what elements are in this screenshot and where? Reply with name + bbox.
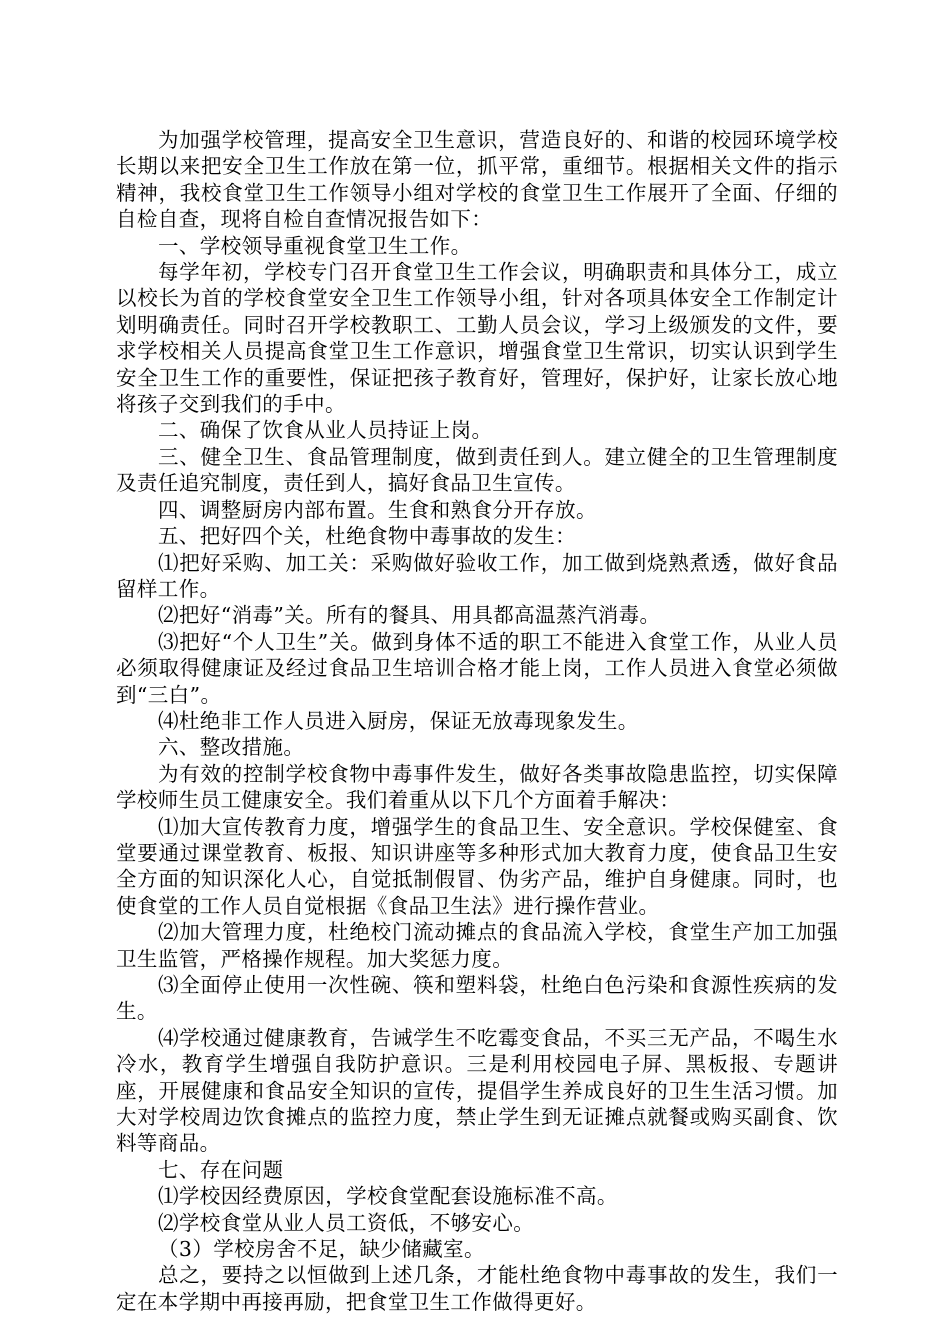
list-item-6-1: ⑴加大宣传教育力度，增强学生的食品卫生、安全意识。学校保健室、食堂要通过课堂教育、板报、知识讲座等多种形式加大教育力度，使食品卫生安全方面的知识深化人心，自觉抵制假冒、伪劣产品，维护自身健康。同时，也使食堂的工作人员自觉根据《食品卫生法》进行操作营业。 [116, 814, 838, 918]
list-item-7-2: ⑵学校食堂从业人员工资低，不够安心。 [158, 1210, 535, 1235]
heading-section-1: 一、学校领导重视食堂卫生工作。 [158, 233, 472, 258]
heading-section-2: 二、确保了饮食从业人员持证上岗。 [158, 418, 493, 443]
list-item-5-4: ⑷杜绝非工作人员进入厨房，保证无放毒现象发生。 [158, 708, 639, 733]
list-item-5-1: ⑴把好采购、加工关：采购做好验收工作，加工做到烧熟煮透，做好食品留样工作。 [116, 550, 838, 601]
list-item-7-1: ⑴学校因经费原因，学校食堂配套设施标准不高。 [158, 1184, 618, 1209]
heading-section-6: 六、整改措施。 [158, 735, 305, 760]
list-item-5-2: ⑵把好“消毒”关。所有的餐具、用具都高温蒸汽消毒。 [158, 603, 661, 628]
paragraph-section-1: 每学年初，学校专门召开食堂卫生工作会议，明确职责和具体分工，成立以校长为首的学校食堂安全卫生工作领导小组，针对各项具体安全工作制定计划明确责任。同时召开学校教职工、工勤人员会议，学习上级颁发的文件，要求学校相关人员提高食堂卫生工作意识，增强食堂卫生常识，切实认识到学生安全卫生工作的重要性，保证把孩子教育好，管理好，保护好，让家长放心地将孩子交到我们的手中。 [116, 260, 838, 417]
heading-section-7: 七、存在问题 [158, 1157, 284, 1182]
list-item-7-3: （3）学校房舍不足，缺少储藏室。 [158, 1237, 485, 1262]
document-body [116, 127, 838, 1315]
heading-section-4: 四、调整厨房内部布置。生食和熟食分开存放。 [158, 497, 597, 522]
paragraph-conclusion: 总之，要持之以恒做到上述几条，才能杜绝食物中毒事故的发生，我们一定在本学期中再接再励，把食堂卫生工作做得更好。 [116, 1263, 838, 1314]
heading-section-5: 五、把好四个关，杜绝食物中毒事故的发生： [158, 524, 576, 549]
heading-section-3: 三、健全卫生、食品管理制度，做到责任到人。建立健全的卫生管理制度及责任追究制度，责任到人，搞好食品卫生宣传。 [116, 444, 838, 496]
paragraph-intro: 为加强学校管理，提高安全卫生意识，营造良好的、和谐的校园环境学校长期以来把安全卫生工作放在第一位，抓平常，重细节。根据相关文件的指示精神，我校食堂卫生工作领导小组对学校的食堂卫生工作展开了全面、仔细的自检自查，现将自检自查情况报告如下： [116, 128, 838, 232]
list-item-6-4: ⑷学校通过健康教育，告诫学生不吃霉变食品，不买三无产品，不喝生水冷水，教育学生增强自我防护意识。三是利用校园电子屏、黑板报、专题讲座，开展健康和食品安全知识的宣传，提倡学生养成良好的卫生生活习惯。加大对学校周边饮食摊点的监控力度，禁止学生到无证摊点就餐或购买副食、饮料等商品。 [116, 1025, 838, 1156]
paragraph-section-6: 为有效的控制学校食物中毒事件发生，做好各类事故隐患监控，切实保障学校师生员工健康安全。我们着重从以下几个方面着手解决： [116, 761, 838, 813]
list-item-6-2: ⑵加大管理力度，杜绝校门流动摊点的食品流入学校，食堂生产加工加强卫生监管，严格操作规程。加大奖惩力度。 [116, 920, 838, 971]
list-item-5-3: ⑶把好“个人卫生”关。做到身体不适的职工不能进入食堂工作，从业人员必须取得健康证及经过食品卫生培训合格才能上岗，工作人员进入食堂必须做到“三白”。 [116, 629, 838, 707]
list-item-6-3: ⑶全面停止使用一次性碗、筷和塑料袋，杜绝白色污染和食源性疾病的发生。 [116, 973, 838, 1024]
